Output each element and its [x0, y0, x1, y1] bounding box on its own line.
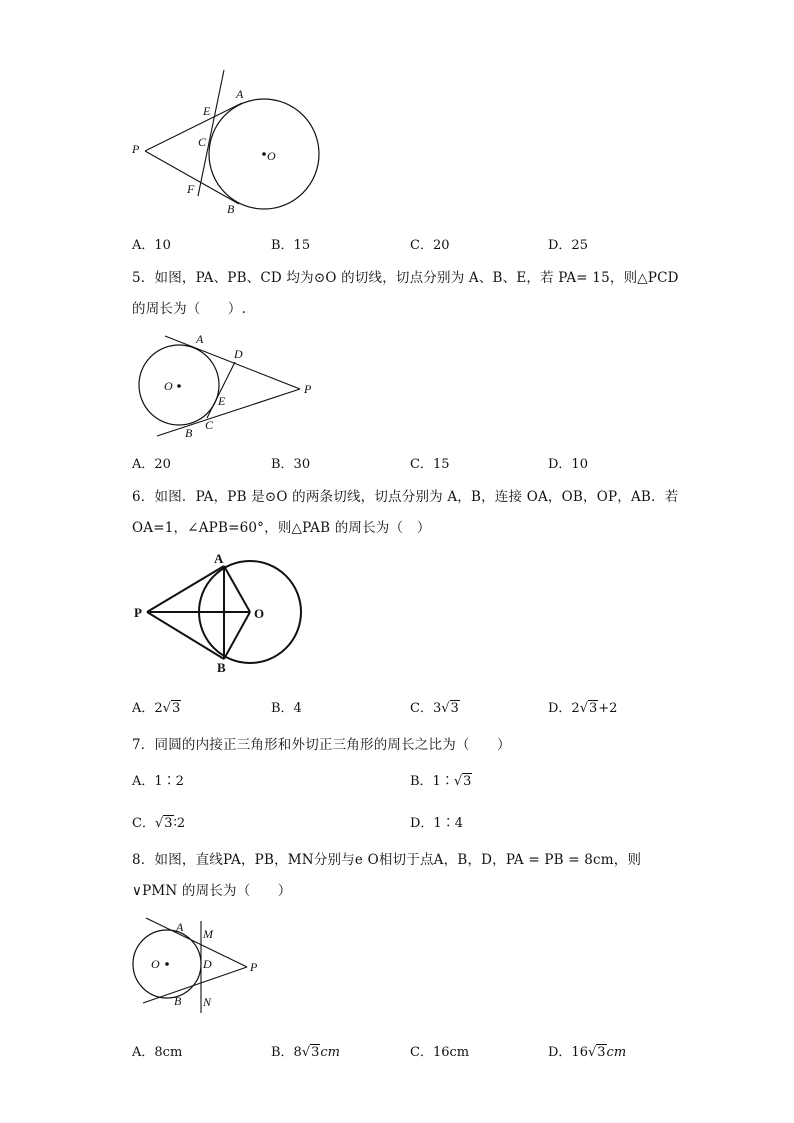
q5-question-line1: 5．如图，PA、PB、CD 均为⊙O 的切线，切点分别为 A、B、E，若 PA= 15，则△PCD	[132, 270, 679, 286]
q5-label-b: B	[185, 426, 193, 440]
q5-label-d: D	[234, 347, 243, 361]
q4-option-d[interactable]: D．25	[548, 238, 588, 253]
q7-option-c-radicand: 3	[164, 816, 173, 831]
q6-question-line1: 6．如图．PA，PB 是⊙O 的两条切线，切点分别为 A，B，连接 OA，OB，OP，AB．若	[132, 489, 679, 505]
q7-option-a[interactable]: A．1∶2	[132, 774, 184, 789]
q4-label-o: O	[267, 149, 276, 163]
q8-line-pb	[143, 967, 247, 1003]
q8-option-b-suffix: cm	[320, 1045, 341, 1060]
q8-question-line1: 8．如图，直线PA，PB，MN分别与e O相切于点A，B，D，PA = PB = 8cm，则	[132, 852, 642, 868]
q8-option-b-radicand: 3	[311, 1045, 320, 1060]
q5-option-d[interactable]: D．10	[548, 457, 588, 472]
q6-option-a-prefix: A．2	[132, 701, 163, 716]
q6-option-a-radicand: 3	[171, 701, 181, 716]
q4-label-e: E	[203, 104, 211, 118]
q4-option-c[interactable]: C．20	[410, 238, 450, 253]
sqrt-symbol: √3	[162, 701, 181, 716]
q7-option-b-radicand: 3	[463, 774, 472, 789]
q5-label-o: O	[164, 379, 173, 393]
q6-label-a: A	[214, 551, 224, 566]
sqrt-symbol: √3	[441, 701, 459, 716]
q8-label-b: B	[174, 994, 182, 1008]
q4-option-a[interactable]: A．10	[132, 238, 171, 253]
q4-label-a: A	[236, 87, 244, 101]
q8-option-d-suffix: cm	[606, 1045, 627, 1060]
q8-question-line2: ∨PMN 的周长为（ ）	[132, 883, 292, 899]
q8-option-d-prefix: D．16	[548, 1045, 588, 1060]
q5-option-c[interactable]: C．15	[410, 457, 450, 472]
q8-option-a[interactable]: A．8cm	[132, 1045, 183, 1060]
q4-option-b[interactable]: B．15	[271, 238, 311, 253]
q6-option-c-prefix: C．3	[410, 701, 442, 716]
q4-label-c: C	[198, 135, 207, 149]
q7-option-c-prefix: C．	[132, 816, 155, 831]
q8-option-b[interactable]	[271, 1041, 340, 1060]
q5-label-a: A	[196, 332, 204, 346]
q8-label-d: D	[203, 957, 212, 971]
q5-question-line2: 的周长为（ ）.	[132, 301, 247, 317]
q6-label-o: O	[254, 606, 265, 621]
q7-option-d[interactable]: D．1∶4	[410, 816, 463, 831]
sqrt-symbol: √3	[587, 1045, 606, 1060]
q8-option-d-radicand: 3	[597, 1045, 606, 1060]
q8-line-pa	[146, 918, 247, 967]
q8-label-a: A	[176, 920, 184, 934]
q6-question-line2: OA=1，∠APB=60°，则△PAB 的周长为（ ）	[132, 520, 431, 536]
q5-label-c: C	[205, 418, 214, 432]
q6-option-d-suffix: +2	[598, 701, 618, 716]
q4-label-f: F	[187, 182, 195, 196]
q8-option-b-prefix: B．8	[271, 1045, 302, 1060]
q7-option-b-prefix: B．1∶	[410, 774, 454, 789]
q6-option-d-prefix: D．2	[548, 701, 580, 716]
q4-label-p: P	[132, 142, 140, 156]
q6-label-p: P	[134, 605, 142, 620]
sqrt-symbol: √3	[579, 701, 598, 716]
q6-option-b[interactable]: B．4	[271, 701, 302, 716]
q8-label-p: P	[250, 960, 258, 974]
sqrt-symbol: √3	[301, 1045, 320, 1060]
sqrt-symbol: √3	[453, 774, 472, 789]
q6-option-c-radicand: 3	[450, 701, 459, 716]
q5-option-a[interactable]: A．20	[132, 457, 171, 472]
q8-center-dot	[165, 962, 169, 966]
q7-question-line1: 7．同圆的内接正三角形和外切正三角形的周长之比为（ ）	[132, 737, 511, 753]
q5-option-b[interactable]: B．30	[271, 457, 311, 472]
q8-option-d[interactable]	[548, 1041, 626, 1060]
q4-label-b: B	[227, 202, 235, 216]
q5-label-e: E	[218, 394, 226, 408]
sqrt-symbol: √3	[154, 816, 173, 831]
q6-label-b: B	[217, 660, 226, 675]
q8-label-n: N	[203, 995, 212, 1009]
q6-option-d-radicand: 3	[589, 701, 598, 716]
q8-option-c[interactable]: C．16cm	[410, 1045, 470, 1060]
q8-label-m: M	[203, 927, 213, 941]
q7-option-c-suffix: ∶2	[173, 816, 186, 831]
q5-label-p: P	[304, 382, 312, 396]
q8-label-o: O	[151, 957, 160, 971]
